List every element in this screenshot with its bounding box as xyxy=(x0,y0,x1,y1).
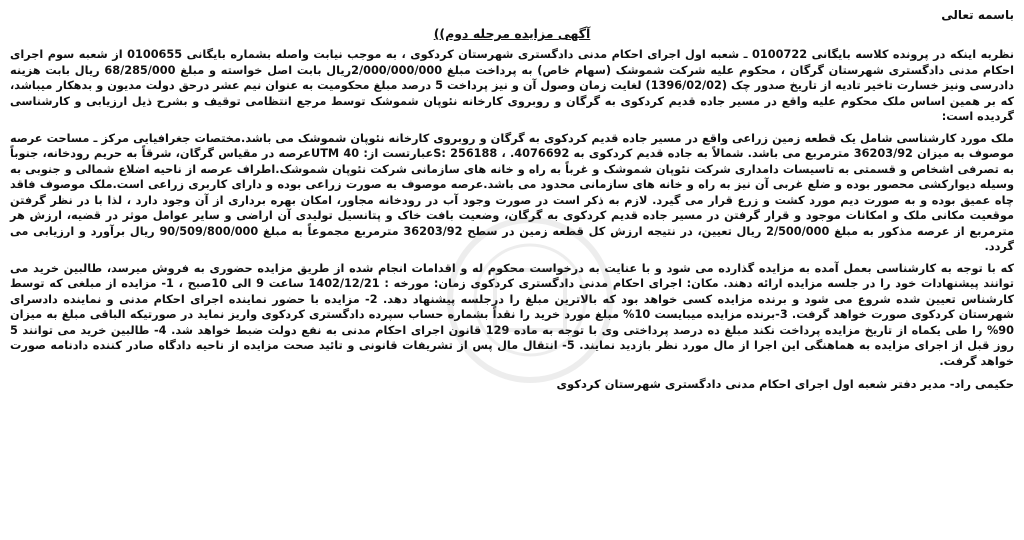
notice-paragraph-case: نظربه اینکه در پرونده کلاسه بایگانی 0100722 ـ شعبه اول اجرای احکام مدنی دادگستری شهرستان کردکوی ، به موجب نیابت واصله بشماره بایگانی 0100655 از شعبه سوم اجرای احکام مدنی دادگستری شهرستان گرگان ، محکوم علیه شرکت شموشک (سهام خاص) به پرداخت مبلغ 2/000/000/000ریال بابت اصل خواسته و مبلغ 68/285/000 ریال بابت هزینه دادرسی ونیز خسارت تاخیر تادیه از تاریخ صدور چک (1396/02/02) لغایت زمان وصول آن و نیز پرداخت 5 درصد مبلغ محکومیت به عنوان نیم عشر درحق دولت مدیون و بدهکار میباشد، که بر همین اساس ملک محکوم علیه واقع در مسیر جاده قدیم کردکوی به گرگان و روبروی کارخانه نئوپان شموشک توسط مرجع انتظامی توقیف و بشرح ذیل ارزیابی و کارشناسی گردیده است: xyxy=(10,48,1015,123)
notice-title: آگهی مزایده مرحله دوم)) xyxy=(433,26,591,41)
notice-paragraph-auction: که با توجه به کارشناسی بعمل آمده به مزایده گذارده می شود و با عنایت به درخواست محکوم له و اقدامات انجام شده از طریق مزایده حضوری به فروش میرسد، طالبین خرید می توانند پیشنهادات خود را در جلسه مزایده ارائه دهند. مکان: اجرای احکام مدنی دادگستری کردکوی زمان: مورخه : 1402/12/21 ساعت 9 الی 10صبح ، 1- مزایده از مبلغی که توسط کارشناس تعیین شده شروع می شود و برنده مزایده کسی خواهد بود که بالاترین مبلغ را درجلسه پیشنهاد دهد. 2- مزایده با حضور نماینده اجرای احکام مدنی و نماینده دادسرای شهرستان کردکوی صورت خواهد گرفت. 3-برنده مزایده میبایست 10% مبلغ مورد خرید را نقداً بشماره حساب سپرده دادگستری کردکوی واریز نماید در صورتیکه الباقی مبلغ به میزان 90% را طی یکماه از تاریخ مزایده پرداخت نکند مبلغ ده درصد پرداختی وی با توجه به ماده 129 قانون اجرای احکام مدنی به نفع دولت ضبط خواهد شد. 4- طالبین خرید می توانند 5 روز قبل از اجرای مزایده به هماهنگی این اجرا از مال مورد نظر بازدید نمایند. 5- انتقال مال پس از تشریفات قانونی و تائید صحت مزایده از ناحیه دادگاه صادر کننده دادنامه صورت خواهد گرفت. xyxy=(10,261,1015,368)
signature-line: حکیمی راد- مدیر دفتر شعبه اول اجرای احکام مدنی دادگستری شهرستان کردکوی xyxy=(556,377,1014,391)
basmala-heading: باسمه تعالی xyxy=(941,8,1014,22)
notice-paragraph-property: ملک مورد کارشناسی شامل یک قطعه زمین زراعی واقع در مسیر جاده قدیم کردکوی به گرگان و روبروی کارخانه نئوپان شموشک می باشد.مختصات جغرافیایی مرکز ـ مساحت عرصه موصوف به میزان 36203/92 مترمربع می باشد. شمالاً به جاده قدیم کردکوی به 4076692. ، 256188 :Sعبارتست از: UTM 40عرصه در مقیاس گرگان، شرقاً به حریم رودخانه، جنوباً به تصرفی اشخاص و قسمتی به تاسیسات دامداری شرکت نئوپان شموشک و غرباً به راه و خانه های سازمانی شرکت نئوپان شموشک.اطراف عرصه از ناحیه اضلاع شمالی و جنوبی به وسیله دیوارکشی محصور بوده و ضلع غربی آن نیز به راه و خانه های سازمانی محدود می باشد.عرصه موصوف به صورت زراعی بوده و دارای کاربری زراعی است.ملک موصوف فاقد چاه عمیق بوده و به صورت دیم مورد کشت و زرع قرار می گیرد. لازم به ذکر است در صورت وجود آب در رودخانه مجاور، امکان بهره برداری از آن وجود دارد ، لذا با در نظر گرفتن موقعیت مکانی ملک و امکانات موجود و قرار گرفتن در مسیر جاده قدیم کردکوی به گرگان، وضعیت بافت خاک و پتانسیل تولیدی آن اراضی و سایر عوامل موثر در قضیه، ارزش هر مترمربع از عرصه مذکور به مبلغ 2/500/000 ریال تعیین، در نتیجه ارزش کل قطعه زمین در سطح 36203/92 مترمربع مجموعاً به مبلغ 90/509/800/000 ریال برآورد و ارزیابی می گردد. xyxy=(10,131,1015,253)
